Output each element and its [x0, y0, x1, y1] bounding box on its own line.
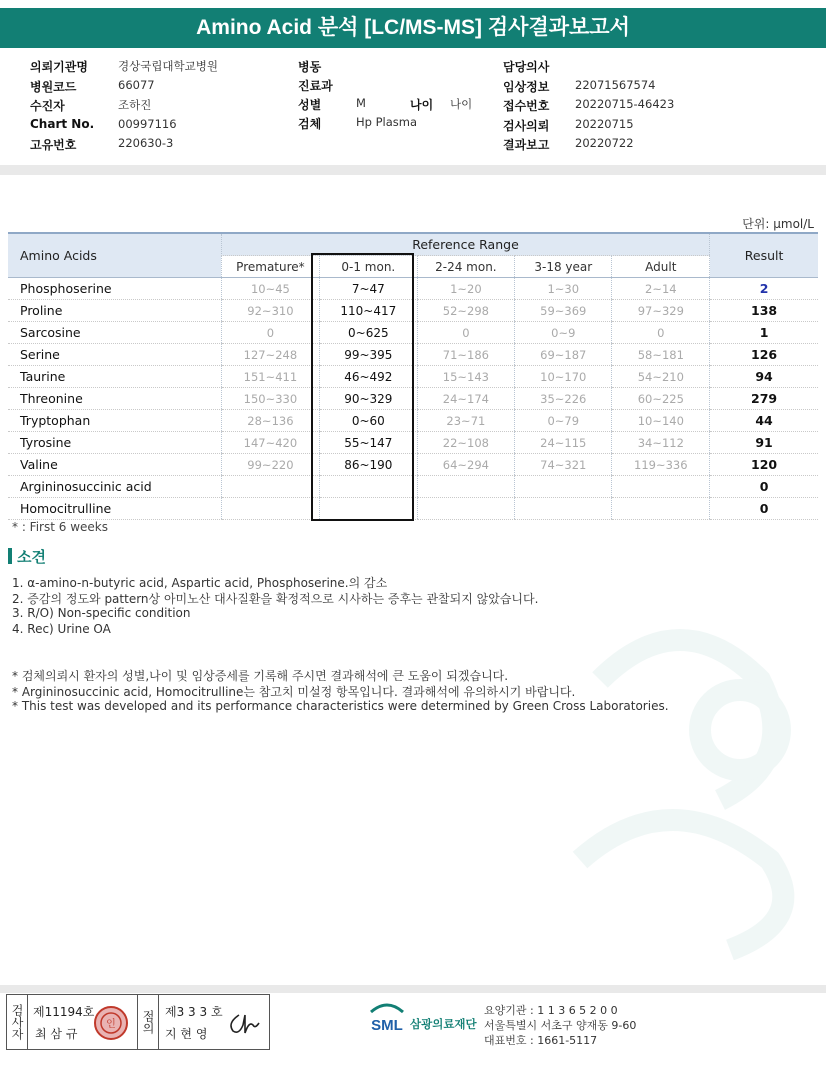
handwritten-signature-icon	[225, 1009, 261, 1037]
section-divider	[0, 165, 826, 175]
official-seal-icon	[93, 1005, 129, 1041]
reference-range-cell: 99~395	[319, 344, 417, 366]
reference-range-cell: 127~248	[221, 344, 319, 366]
reference-range-cell	[221, 498, 319, 520]
header-field-value: M	[356, 96, 366, 110]
reference-range-cell	[612, 476, 710, 498]
reference-range-cell: 92~310	[221, 300, 319, 322]
result-cell: 91	[710, 432, 818, 454]
col-header-amino: Amino Acids	[8, 233, 221, 278]
reference-range-cell: 151~411	[221, 366, 319, 388]
watermark-graphic	[560, 560, 820, 960]
reference-range-cell: 0	[417, 322, 514, 344]
reference-range-cell: 86~190	[319, 454, 417, 476]
org-name: 삼광의료재단	[410, 1017, 477, 1031]
header-field-label: 임상정보	[503, 79, 550, 94]
table-body	[8, 278, 818, 520]
signer1-name: 최 삼 규	[35, 1027, 78, 1041]
result-cell: 2	[710, 278, 818, 300]
amino-acid-table	[8, 232, 818, 520]
reference-range-cell: 34~112	[612, 432, 710, 454]
sml-logo-text: SML	[371, 1017, 403, 1034]
sub-header-4: Adult	[612, 256, 710, 278]
header-field-label: 담당의사	[503, 60, 550, 74]
header-field-value: 20220722	[575, 136, 634, 150]
reference-range-cell	[417, 498, 514, 520]
reference-range-cell: 110~417	[319, 300, 417, 322]
reference-range-cell	[515, 476, 612, 498]
reference-range-cell: 69~187	[515, 344, 612, 366]
reference-range-cell: 0~79	[515, 410, 612, 432]
remark-item: * Argininosuccinic acid, Homocitrulline는 참고치 미설정 항목입니다. 결과해석에 유의하시기 바랍니다.	[12, 685, 576, 699]
result-cell: 120	[710, 454, 818, 476]
remark-item: * 검체의뢰시 환자의 성별,나이 및 임상증세를 기록해 주시면 결과해석에 큰 도움이 되겠습니다.	[12, 669, 509, 683]
result-cell: 279	[710, 388, 818, 410]
reference-range-cell: 97~329	[612, 300, 710, 322]
table-row	[8, 476, 818, 498]
table-row	[8, 410, 818, 432]
table-row	[8, 454, 818, 476]
reference-range-cell	[319, 498, 417, 520]
amino-acid-name: Taurine	[8, 366, 221, 388]
table-row	[8, 432, 818, 454]
amino-acid-name: Argininosuccinic acid	[8, 476, 221, 498]
table-row	[8, 300, 818, 322]
reference-range-cell: 52~298	[417, 300, 514, 322]
remark-item: * This test was developed and its performance characteristics were determined by Green Cross Laboratories.	[12, 699, 669, 713]
header-field-label: 성별	[298, 98, 322, 112]
sub-header-0: Premature*	[221, 256, 319, 278]
reference-range-cell: 0~60	[319, 410, 417, 432]
header-field-value: 220630-3	[118, 136, 174, 150]
result-cell: 1	[710, 322, 818, 344]
age-value: 나이	[450, 97, 473, 111]
col-header-result: Result	[710, 233, 818, 278]
reference-range-cell	[319, 476, 417, 498]
reference-range-cell: 60~225	[612, 388, 710, 410]
age-label: 나이	[410, 98, 434, 112]
reference-range-cell: 35~226	[515, 388, 612, 410]
header-field-label: 수진자	[30, 99, 65, 113]
result-cell: 0	[710, 498, 818, 520]
header-field-label: 병원코드	[30, 79, 77, 94]
footer-line-2: 서울특별시 서초구 양재동 9-60	[484, 1019, 637, 1032]
reference-range-cell: 23~71	[417, 410, 514, 432]
reference-range-cell: 99~220	[221, 454, 319, 476]
finding-item: 3. R/O) Non-specific condition	[12, 606, 191, 620]
reference-range-cell: 10~45	[221, 278, 319, 300]
findings-heading	[8, 546, 46, 567]
reference-range-cell: 0~625	[319, 322, 417, 344]
signer1-label: 검사자	[7, 995, 28, 1049]
table-row	[8, 366, 818, 388]
amino-acid-name: Serine	[8, 344, 221, 366]
footer-line-1: 요양기관 : 1 1 3 6 5 2 0 0	[484, 1004, 618, 1017]
seal-text: 인	[106, 1019, 116, 1030]
amino-acid-name: Proline	[8, 300, 221, 322]
reference-range-cell: 7~47	[319, 278, 417, 300]
finding-item: 2. 증감의 정도와 pattern상 아미노산 대사질환을 확정적으로 시사하는 증후는 관찰되지 않았습니다.	[12, 592, 539, 606]
header-field-label: 의뢰기관명	[30, 60, 88, 74]
footer-line-3: 대표번호 : 1661-5117	[484, 1034, 598, 1047]
amino-acid-name: Tyrosine	[8, 432, 221, 454]
reference-range-cell: 71~186	[417, 344, 514, 366]
table-row	[8, 498, 818, 520]
reference-range-cell	[221, 476, 319, 498]
header-field-label: 결과보고	[503, 138, 550, 152]
header-field-value: 00997116	[118, 116, 177, 131]
amino-acid-name: Threonine	[8, 388, 221, 410]
unit-label: 단위: μmol/L	[742, 217, 814, 231]
table-row	[8, 388, 818, 410]
reference-range-cell: 22~108	[417, 432, 514, 454]
result-cell: 44	[710, 410, 818, 432]
signer2-license: 제3 3 3 호	[165, 1005, 223, 1019]
sml-logo-icon	[365, 1000, 409, 1034]
header-field-value: 조하진	[118, 98, 152, 112]
header-field-label: 검체	[298, 117, 322, 131]
reference-range-cell: 64~294	[417, 454, 514, 476]
report-title: Amino Acid 분석 [LC/MS-MS] 검사결과보고서	[0, 8, 826, 48]
reference-range-cell: 119~336	[612, 454, 710, 476]
signature-box	[6, 994, 270, 1050]
reference-range-cell	[612, 498, 710, 520]
signer1-license: 제11194호	[33, 1005, 95, 1019]
header-field-label: 병동	[298, 60, 322, 74]
reference-range-cell: 59~369	[515, 300, 612, 322]
header-field-label: 진료과	[298, 79, 333, 93]
amino-acid-name: Homocitrulline	[8, 498, 221, 520]
finding-item: 4. Rec) Urine OA	[12, 622, 111, 636]
reference-range-cell: 0	[221, 322, 319, 344]
reference-range-cell: 24~174	[417, 388, 514, 410]
reference-range-cell: 15~143	[417, 366, 514, 388]
col-header-reference: Reference Range	[221, 233, 709, 256]
finding-item: 1. α-amino-n-butyric acid, Aspartic acid, Phosphoserine.의 감소	[12, 576, 388, 590]
table-row	[8, 278, 818, 300]
reference-range-cell: 10~140	[612, 410, 710, 432]
sub-header-3: 3-18 year	[515, 256, 612, 278]
sub-header-1: 0-1 mon.	[319, 256, 417, 278]
amino-acid-name: Sarcosine	[8, 322, 221, 344]
reference-range-cell: 2~14	[612, 278, 710, 300]
reference-range-cell: 54~210	[612, 366, 710, 388]
reference-range-cell: 1~20	[417, 278, 514, 300]
header-field-value: 20220715	[575, 116, 634, 131]
header-field-label: 고유번호	[30, 138, 77, 152]
reference-range-cell	[515, 498, 612, 520]
reference-range-cell: 74~321	[515, 454, 612, 476]
reference-range-cell: 24~115	[515, 432, 612, 454]
table-row	[8, 344, 818, 366]
reference-range-cell: 0~9	[515, 322, 612, 344]
signer2-name: 지 현 영	[165, 1027, 208, 1041]
header-field-value: 20220715-46423	[575, 97, 675, 111]
reference-range-cell: 90~329	[319, 388, 417, 410]
table-row	[8, 322, 818, 344]
reference-range-cell: 150~330	[221, 388, 319, 410]
reference-range-cell: 46~492	[319, 366, 417, 388]
header-field-value: 66077	[118, 77, 155, 92]
result-cell: 138	[710, 300, 818, 322]
amino-acid-name: Phosphoserine	[8, 278, 221, 300]
amino-acid-name: Tryptophan	[8, 410, 221, 432]
header-field-value: Hp Plasma	[356, 115, 418, 129]
reference-range-cell: 147~420	[221, 432, 319, 454]
findings-title: 소견	[17, 548, 46, 566]
header-field-value: 22071567574	[575, 77, 656, 92]
reference-range-cell: 1~30	[515, 278, 612, 300]
reference-range-cell	[417, 476, 514, 498]
result-cell: 126	[710, 344, 818, 366]
sub-header-2: 2-24 mon.	[417, 256, 514, 278]
header-field-label: 검사의뢰	[503, 118, 550, 133]
header-field-label: Chart No.	[30, 116, 95, 131]
result-cell: 0	[710, 476, 818, 498]
amino-acid-name: Valine	[8, 454, 221, 476]
result-cell: 94	[710, 366, 818, 388]
header-field-label: 접수번호	[503, 99, 550, 113]
footnote-star: * : First 6 weeks	[12, 520, 108, 534]
header-field-value: 경상국립대학교병원	[118, 59, 218, 73]
reference-range-cell: 10~170	[515, 366, 612, 388]
reference-range-cell: 55~147	[319, 432, 417, 454]
signer2-label: 점의	[137, 995, 159, 1049]
heading-bar	[8, 548, 12, 564]
reference-range-cell: 0	[612, 322, 710, 344]
reference-range-cell: 28~136	[221, 410, 319, 432]
reference-range-cell: 58~181	[612, 344, 710, 366]
